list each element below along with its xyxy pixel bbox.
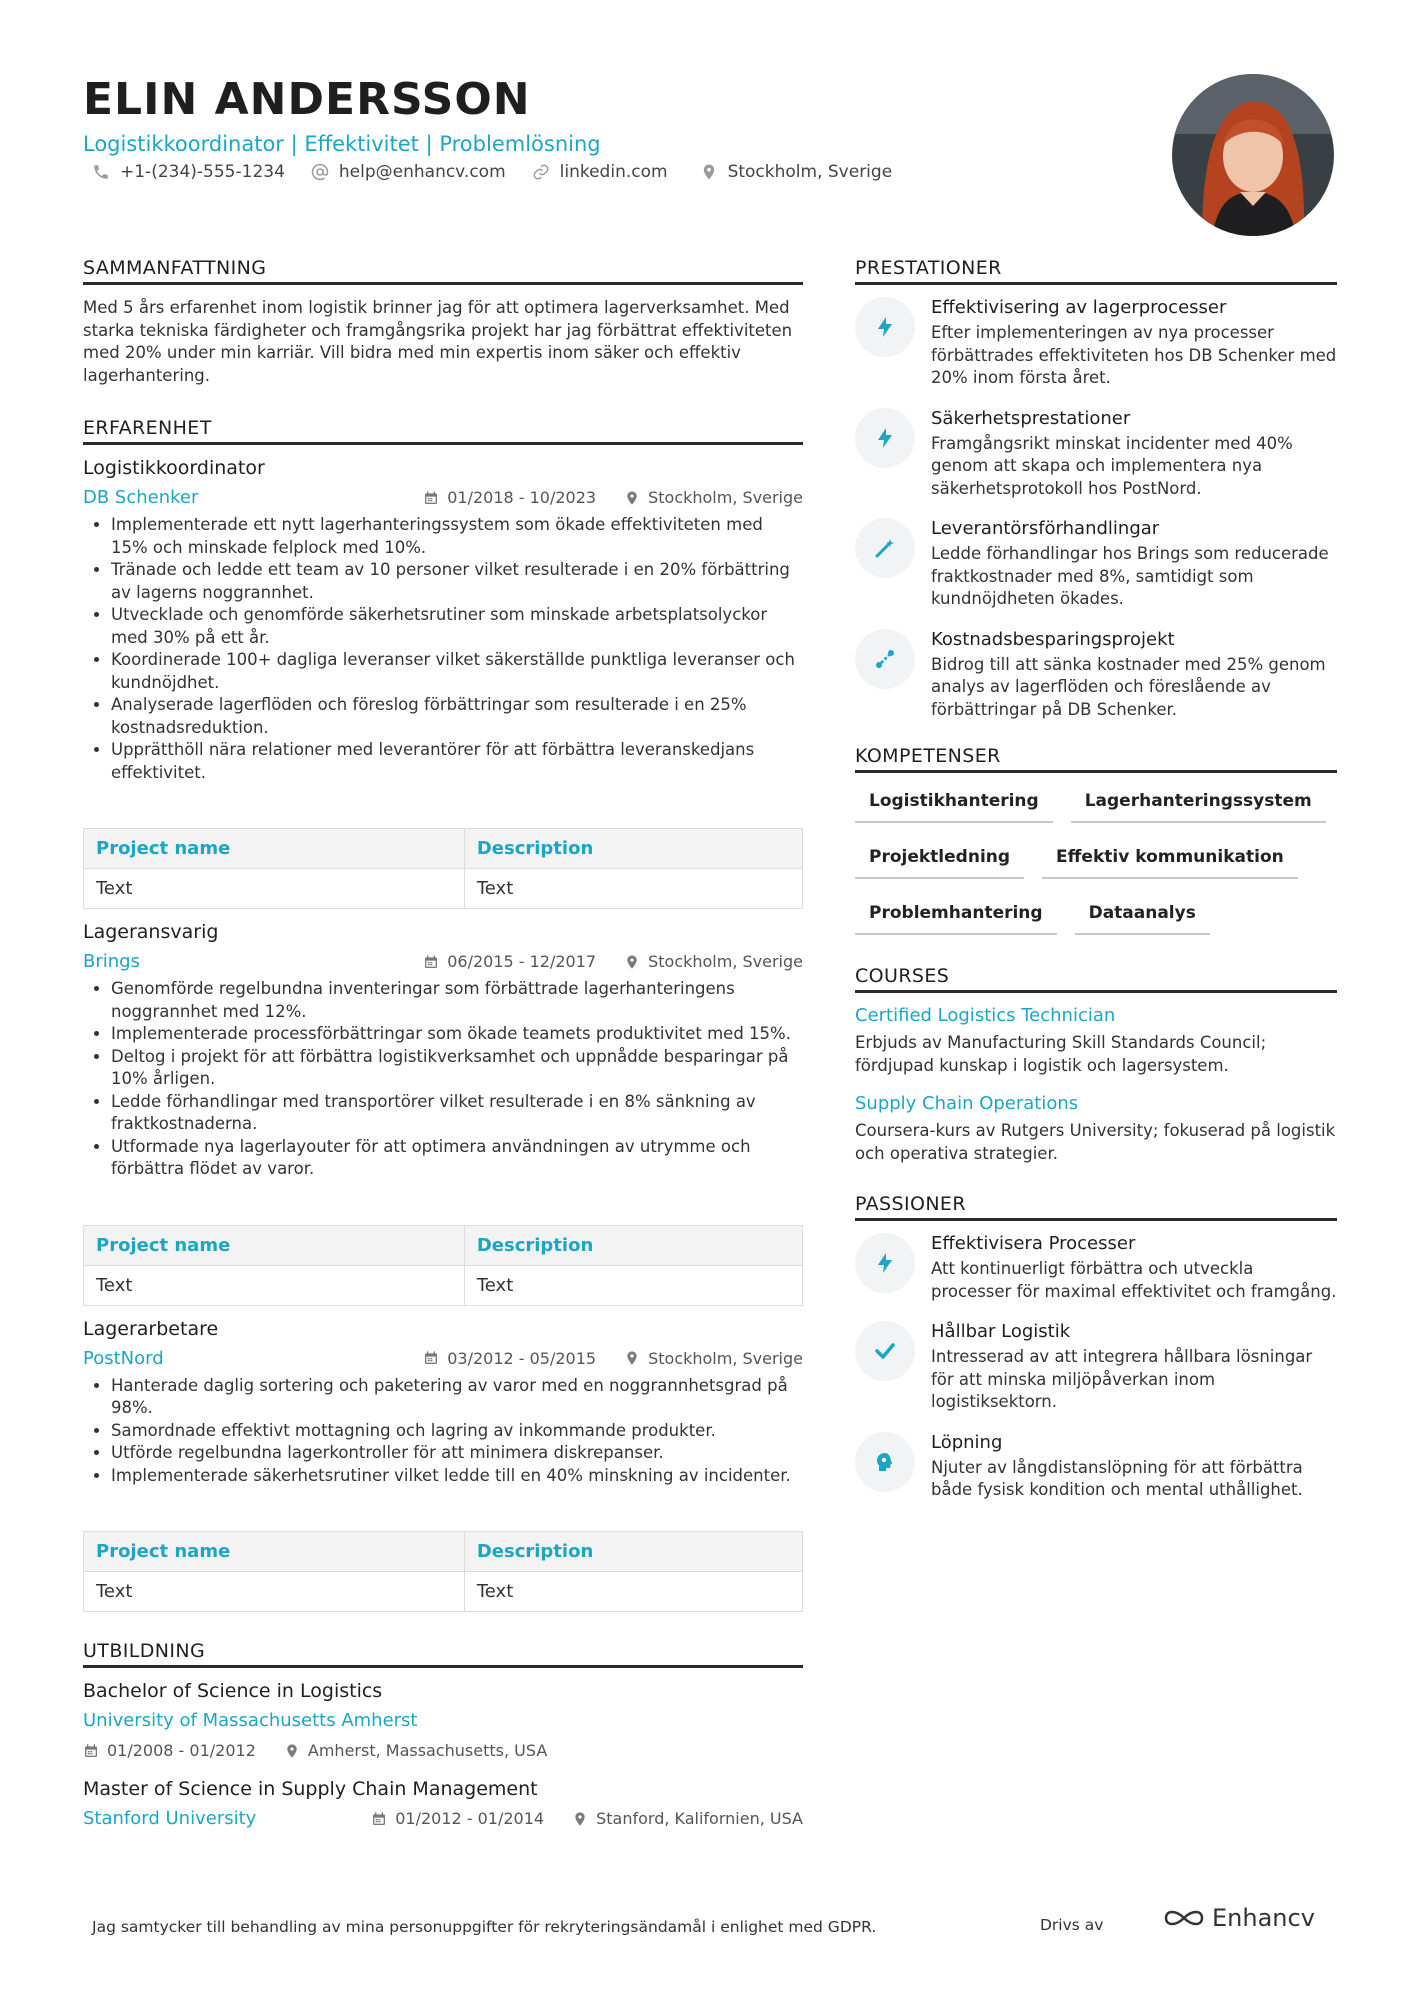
location-pin-icon	[624, 1350, 640, 1366]
table-header-row	[84, 1532, 803, 1572]
job-location-text: Stockholm, Sverige	[648, 952, 803, 971]
bullet: • Upprätthöll nära relationer med leverantörer för att förbättra leveranskedjans effektivitet.	[111, 739, 803, 784]
skill-tag: Dataanalys	[1075, 897, 1210, 935]
bullet: • Utformade nya lagerlayouter för att optimera användningen av utrymme och förbättra flödet av varor.	[111, 1136, 803, 1181]
skill-tag: Effektiv kommunikation	[1042, 841, 1298, 879]
left-column	[83, 257, 803, 1829]
bolt-icon	[855, 297, 915, 357]
table-header-description: Description	[464, 1225, 802, 1265]
passion-item	[855, 1233, 1337, 1303]
achievement-desc: Efter implementeringen av nya processer förbättrades effektiviteten hos DB Schenker med 20% inom första året.	[931, 323, 1337, 387]
skill-tag: Logistikhantering	[855, 785, 1053, 823]
link-icon	[532, 163, 550, 181]
job-bullets	[83, 514, 803, 784]
gdpr-consent: Jag samtycker till behandling av mina personuppgifter för rekryteringsändamål i enlighet med GDPR.	[92, 1918, 877, 1936]
education-item	[83, 1680, 803, 1760]
school-name: Stanford University	[83, 1808, 257, 1829]
bolt-icon	[855, 1233, 915, 1293]
passion-title: Löpning	[931, 1431, 1003, 1453]
education-location-text: Stanford, Kalifornien, USA	[596, 1809, 803, 1828]
table-header-description: Description	[464, 1532, 802, 1572]
table-header-row	[84, 829, 803, 869]
calendar-icon	[423, 490, 439, 506]
education-dates-text: 01/2008 - 01/2012	[107, 1741, 256, 1760]
location-pin-icon	[624, 490, 640, 506]
course-desc: Erbjuds av Manufacturing Skill Standards Council; fördjupad kunskap i logistik och lagersystem.	[855, 1033, 1267, 1075]
bullet: • Hanterade daglig sortering och paketering av varor med en noggrannhetsgrad på 98%.	[111, 1375, 803, 1420]
job-dates-text: 06/2015 - 12/2017	[447, 952, 597, 971]
passion-desc: Intresserad av att integrera hållbara lösningar för att minska miljöpåverkan inom logistiksektorn.	[931, 1347, 1313, 1411]
location-pin-icon	[284, 1743, 300, 1759]
bullet: • Ledde förhandlingar med transportörer vilket resulterade i en 8% sänkning av fraktkostnaderna.	[111, 1091, 803, 1136]
achievement-item	[855, 297, 1337, 390]
education-location-text: Amherst, Massachusetts, USA	[307, 1741, 548, 1760]
job-dates	[423, 488, 596, 507]
table-header-row	[84, 1225, 803, 1265]
location-pin-icon	[624, 954, 640, 970]
skill-tag: Projektledning	[855, 841, 1024, 879]
course-desc: Coursera-kurs av Rutgers University; fokuserad på logistik och operativa strategier.	[855, 1121, 1336, 1163]
calendar-icon	[423, 954, 439, 970]
contact-bar	[92, 162, 892, 182]
job-dates-text: 01/2018 - 10/2023	[447, 488, 597, 507]
section-title-achievements: PRESTATIONER	[855, 257, 1337, 285]
magic-wand-icon	[855, 518, 915, 578]
bullet: • Utvecklade och genomförde säkerhetsrutiner som minskade arbetsplatsolyckor med 30% på ett år.	[111, 604, 803, 649]
location-pin-icon	[572, 1811, 588, 1827]
table-cell: Text	[464, 1265, 802, 1305]
degree-title: Bachelor of Science in Logistics	[83, 1680, 383, 1702]
candidate-name: ELIN ANDERSSON	[83, 74, 531, 125]
project-table	[83, 828, 803, 909]
achievement-desc: Bidrog till att sänka kostnader med 25% genom analys av lagerflöden och föreslående av förbättringar på DB Schenker.	[931, 654, 1326, 719]
achievement-title: Leverantörsförhandlingar	[931, 518, 1160, 539]
bullet: • Genomförde regelbundna inventeringar som förbättrade lagerhanteringens noggrannhet med 12%.	[111, 978, 803, 1023]
achievement-title: Kostnadsbesparingsprojekt	[931, 628, 1175, 650]
check-icon	[855, 1321, 915, 1381]
job-dates-text: 03/2012 - 05/2015	[447, 1348, 597, 1368]
achievement-item	[855, 408, 1337, 501]
education-item	[83, 1778, 803, 1829]
calendar-icon	[423, 1350, 439, 1366]
route-icon	[855, 629, 915, 689]
achievement-desc: Ledde förhandlingar hos Brings som reducerade fraktkostnader med 8%, samtidigt som kundnöjdheten ökades.	[931, 544, 1329, 608]
table-row	[84, 869, 803, 909]
enhancv-logo[interactable]	[1162, 1904, 1315, 1932]
course-title: Supply Chain Operations	[855, 1093, 1079, 1114]
bullet: • Deltog i projekt för att förbättra logistikverksamhet och uppnådde besparingar på 10% årligen.	[111, 1046, 803, 1091]
skill-tag: Problemhantering	[855, 897, 1057, 935]
passion-desc: Njuter av långdistanslöpning för att förbättra både fysisk kondition och mental uthållighet.	[931, 1457, 1303, 1499]
table-cell: Text	[84, 1265, 465, 1305]
education-dates	[371, 1809, 544, 1828]
right-column	[855, 257, 1337, 1520]
calendar-icon	[83, 1743, 99, 1759]
skills-list	[855, 785, 1337, 935]
education-location	[572, 1809, 803, 1828]
candidate-headline: Logistikkoordinator | Effektivitet | Problemlösning	[83, 132, 601, 156]
job-title: Logistikkoordinator	[83, 457, 265, 479]
achievement-item	[855, 518, 1337, 611]
contact-linkedin[interactable]	[532, 162, 668, 182]
company-name: Brings	[83, 951, 140, 972]
job-dates	[423, 952, 596, 971]
achievement-title: Säkerhetsprestationer	[931, 407, 1131, 429]
job-dates	[423, 1349, 596, 1368]
company-name: DB Schenker	[83, 487, 199, 508]
job-bullets	[83, 978, 803, 1181]
powered-by-label: Drivs av	[1040, 1916, 1104, 1934]
brand-name: Enhancv	[1212, 1904, 1315, 1932]
course-item	[855, 1005, 1337, 1077]
section-title-skills: KOMPETENSER	[855, 745, 1337, 773]
job-location	[624, 1349, 803, 1368]
contact-email[interactable]	[311, 162, 506, 182]
passion-title: Hållbar Logistik	[931, 1321, 1071, 1342]
linkedin-text: linkedin.com	[559, 162, 668, 182]
job-title: Lageransvarig	[83, 921, 219, 943]
bolt-icon	[855, 408, 915, 468]
table-cell: Text	[464, 1572, 802, 1612]
passion-title: Effektivisera Processer	[931, 1233, 1136, 1254]
phone-icon	[92, 163, 110, 181]
school-name: University of Massachusetts Amherst	[83, 1710, 418, 1731]
job-title: Lagerarbetare	[83, 1317, 219, 1340]
table-header-description: Description	[464, 829, 802, 869]
education-location	[284, 1741, 547, 1760]
section-title-courses: COURSES	[855, 965, 1337, 993]
experience-item	[83, 457, 803, 909]
skill-tag: Lagerhanteringssystem	[1071, 785, 1326, 823]
section-title-experience: ERFARENHET	[83, 417, 803, 445]
achievement-item	[855, 629, 1337, 722]
course-item	[855, 1093, 1337, 1165]
section-title-summary: SAMMANFATTNING	[83, 257, 803, 285]
degree-title: Master of Science in Supply Chain Management	[83, 1778, 538, 1800]
table-header-project: Project name	[84, 829, 465, 869]
job-location-text: Stockholm, Sverige	[648, 1348, 803, 1368]
achievement-title: Effektivisering av lagerprocesser	[931, 297, 1227, 318]
table-cell: Text	[84, 869, 465, 909]
experience-item	[83, 921, 803, 1306]
bullet: • Tränade och ledde ett team av 10 personer vilket resulterade i en 20% förbättring av lagerns noggrannhet.	[111, 559, 803, 604]
calendar-icon	[371, 1811, 387, 1827]
infinity-icon	[1162, 1906, 1206, 1930]
education-dates	[83, 1741, 256, 1760]
section-title-passions: PASSIONER	[855, 1193, 1337, 1221]
course-title: Certified Logistics Technician	[855, 1005, 1116, 1026]
experience-item	[83, 1318, 803, 1613]
bullet: • Implementerade säkerhetsrutiner vilket ledde till en 40% minskning av incidenter.	[111, 1465, 803, 1488]
table-header-project: Project name	[84, 1225, 465, 1265]
bullet: • Implementerade processförbättringar som ökade teamets produktivitet med 15%.	[111, 1023, 803, 1046]
bullet: • Koordinerade 100+ dagliga leveranser vilket säkerställde punktliga leveranser och kundnöjdhet.	[111, 649, 803, 694]
location-pin-icon	[700, 163, 718, 181]
passion-desc: Att kontinuerligt förbättra och utveckla processer för maximal effektivitet och framgång.	[931, 1259, 1337, 1301]
head-icon	[855, 1432, 915, 1492]
job-location	[624, 488, 803, 507]
contact-location	[700, 162, 893, 182]
table-header-project: Project name	[84, 1532, 465, 1572]
education-dates-text: 01/2012 - 01/2014	[395, 1809, 545, 1828]
project-table	[83, 1531, 803, 1612]
bullet: • Samordnade effektivt mottagning och lagring av inkommande produkter.	[111, 1420, 803, 1443]
table-cell: Text	[84, 1572, 465, 1612]
email-text: help@enhancv.com	[338, 162, 506, 182]
passion-item	[855, 1432, 1337, 1502]
table-cell: Text	[464, 869, 802, 909]
at-icon	[311, 163, 329, 181]
table-row	[84, 1265, 803, 1305]
table-row	[84, 1572, 803, 1612]
job-location	[624, 952, 803, 971]
company-name: PostNord	[83, 1347, 164, 1369]
location-text: Stockholm, Sverige	[727, 162, 893, 182]
bullet: • Analyserade lagerflöden och föreslog förbättringar som resulterade i en 25% kostnadsreduktion.	[111, 694, 803, 739]
achievement-desc: Framgångsrikt minskat incidenter med 40% genom att skapa och implementera nya säkerhetsprotokoll hos PostNord.	[931, 433, 1293, 498]
contact-phone	[92, 162, 285, 182]
bullet: • Utförde regelbundna lagerkontroller för att minimera diskrepanser.	[111, 1442, 803, 1465]
passion-item	[855, 1321, 1337, 1414]
phone-text: +1-(234)-555-1234	[120, 162, 285, 182]
summary-text: Med 5 års erfarenhet inom logistik brinner jag för att optimera lagerverksamhet. Med starka tekniska färdigheter och framgångsrika projekt har jag förbättrat effektiviteten med 20% under min karriär. Vill bidra med min expertis inom säker och effektiv lagerhantering.	[83, 298, 793, 385]
section-title-education: UTBILDNING	[83, 1640, 803, 1668]
project-table	[83, 1225, 803, 1306]
job-location-text: Stockholm, Sverige	[648, 488, 803, 507]
profile-photo	[1172, 74, 1334, 236]
education-meta	[83, 1741, 803, 1760]
bullet: • Implementerade ett nytt lagerhanteringssystem som ökade effektiviteten med 15% och minskade felplock med 10%.	[111, 514, 803, 559]
job-bullets	[83, 1375, 803, 1488]
